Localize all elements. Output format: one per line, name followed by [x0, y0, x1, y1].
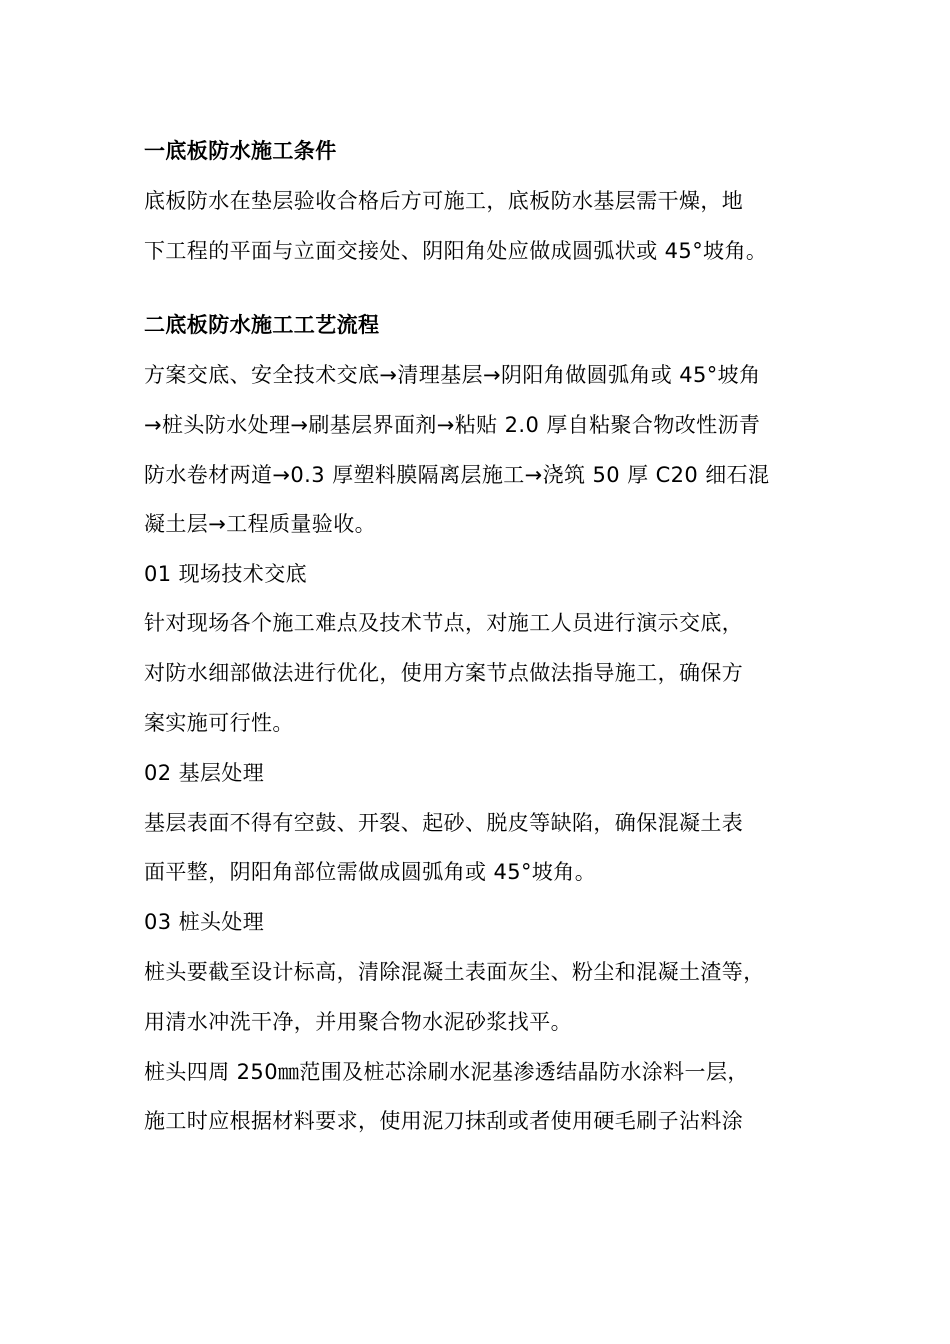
- step-02-body-line: 面平整，阴阳角部位需做成圆弧角或 45°坡角。: [144, 860, 597, 884]
- step-01-body-line: 案实施可行性。: [144, 711, 294, 735]
- step-01-body-line: 对防水细部做法进行优化，使用方案节点做法指导施工，确保方: [144, 661, 744, 685]
- step-01-body-line: 针对现场各个施工难点及技术节点，对施工人员进行演示交底，: [144, 611, 744, 635]
- step-03-body-line: 用清水冲洗干净，并用聚合物水泥砂浆找平。: [144, 1010, 572, 1034]
- section-1-heading: 一底板防水施工条件: [144, 139, 337, 163]
- section-1-paragraph-line: 下工程的平面与立面交接处、阴阳角处应做成圆弧状或 45°坡角。: [144, 239, 768, 263]
- section-1-paragraph-line: 底板防水在垫层验收合格后方可施工，底板防水基层需干燥，地: [144, 189, 744, 213]
- process-flow-line: →桩头防水处理→刷基层界面剂→粘贴 2.0 厚自粘聚合物改性沥青: [144, 413, 761, 437]
- step-02-body-line: 基层表面不得有空鼓、开裂、起砂、脱皮等缺陷，确保混凝土表: [144, 811, 744, 835]
- step-02-title: 02 基层处理: [144, 761, 265, 785]
- step-03-body-line: 桩头四周 250㎜范围及桩芯涂刷水泥基渗透结晶防水涂料一层，: [144, 1060, 749, 1084]
- process-flow-line: 凝土层→工程质量验收。: [144, 512, 376, 536]
- process-flow-line: 方案交底、安全技术交底→清理基层→阴阳角做圆弧角或 45°坡角: [144, 363, 761, 387]
- step-03-body-line: 桩头要截至设计标高，清除混凝土表面灰尘、粉尘和混凝土渣等，: [144, 960, 765, 984]
- step-03-body-line: 施工时应根据材料要求，使用泥刀抹刮或者使用硬毛刷子沾料涂: [144, 1109, 744, 1133]
- step-01-title: 01 现场技术交底: [144, 562, 307, 586]
- section-2-heading: 二底板防水施工工艺流程: [144, 313, 380, 337]
- process-flow-line: 防水卷材两道→0.3 厚塑料膜隔离层施工→浇筑 50 厚 C20 细石混: [144, 463, 770, 487]
- step-03-title: 03 桩头处理: [144, 910, 265, 934]
